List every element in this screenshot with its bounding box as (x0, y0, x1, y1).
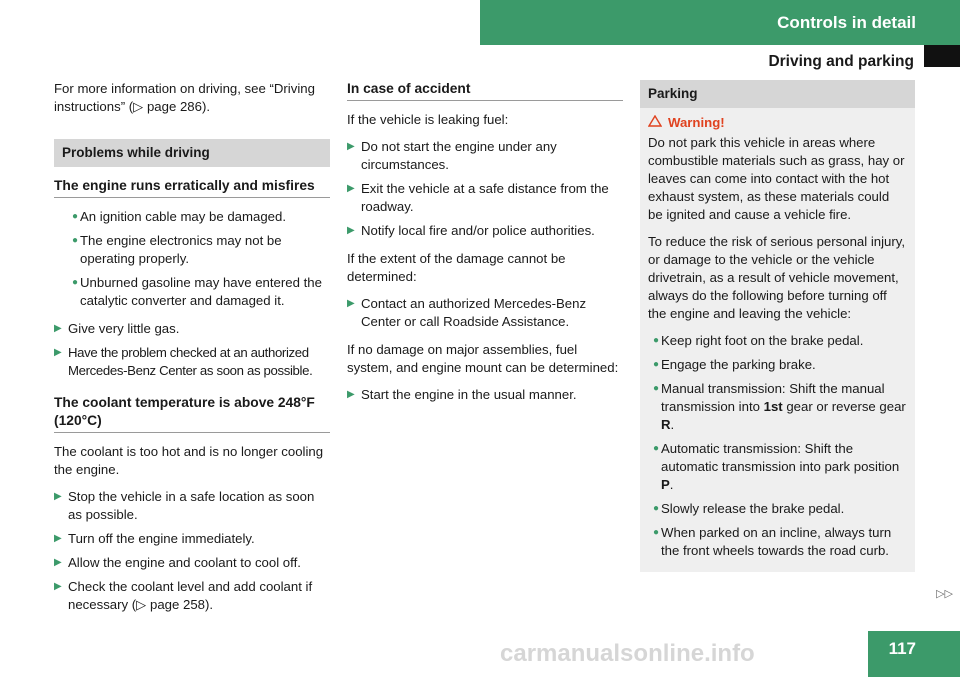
list-item: ▶ Stop the vehicle in a safe location as soon as possible. (54, 489, 315, 522)
column-middle (347, 80, 623, 414)
no-damage-paragraph: If no damage on major assemblies, fuel system, and engine mount can be determined: (347, 342, 619, 375)
step-arrow-icon: ▶ (347, 183, 355, 194)
next-page-arrow-icon: ▷▷ (936, 588, 953, 600)
parking-heading: Parking (640, 80, 915, 108)
parking-steps (648, 332, 907, 560)
warning-triangle-icon (648, 114, 668, 132)
list-item: ● Unburned gasoline may have entered the catalytic converter and damaged it. (72, 275, 322, 308)
step-arrow-icon: ▶ (347, 141, 355, 152)
bullet-icon: ● (653, 527, 660, 538)
subsection-title: Driving and parking (768, 53, 914, 70)
leaking-fuel-paragraph: If the vehicle is leaking fuel: (347, 112, 509, 127)
step-arrow-icon: ▶ (347, 389, 355, 400)
warning-title: Warning! (648, 114, 907, 132)
bullet-icon: ● (72, 235, 79, 246)
column-right (640, 80, 915, 572)
list-item: ▶ Contact an authorized Mercedes-Benz Center or call Roadside Assistance. (347, 296, 587, 329)
bullet-icon: ● (72, 277, 79, 288)
list-item: ● When parked on an incline, always turn the front wheels towards the road curb. (653, 525, 892, 558)
step-arrow-icon: ▶ (54, 347, 62, 358)
step-arrow-icon: ▶ (54, 323, 62, 334)
section-title: Controls in detail (777, 12, 916, 32)
damage-unknown-steps (347, 295, 623, 331)
bullet-icon: ● (653, 335, 660, 346)
intro-paragraph: For more information on driving, see “Driving instructions” (▷ page 286). (54, 81, 315, 114)
parking-panel (640, 108, 915, 572)
misfire-causes (54, 208, 330, 310)
list-item: ▶ Notify local fire and/or police authorities. (347, 223, 595, 238)
list-item: ● The engine electronics may not be operating properly. (72, 233, 282, 266)
parking-paragraph: To reduce the risk of serious personal injury, or damage to the vehicle or the vehicle drivetrain, as a result of vehicle movement, always do the following before turning off the engine and leaving the vehicle: (648, 234, 906, 321)
list-item: ▶ Give very little gas. (54, 321, 180, 336)
bullet-icon: ● (653, 443, 660, 454)
bullet-icon: ● (653, 359, 660, 370)
step-arrow-icon: ▶ (54, 491, 62, 502)
list-item: ▶ Check the coolant level and add coolant if necessary (▷ page 258). (54, 579, 313, 612)
list-item: ▶ Allow the engine and coolant to cool off. (54, 555, 301, 570)
list-item: ● Keep right foot on the brake pedal. (653, 333, 864, 348)
list-item: ● Automatic transmission: Shift the automatic transmission into park position P. (653, 441, 900, 492)
step-arrow-icon: ▶ (54, 581, 62, 592)
coolant-steps (54, 488, 330, 614)
list-item: ▶ Have the problem checked at an authorized Mercedes-Benz Center as soon as possible. (54, 345, 313, 378)
section-header (480, 0, 960, 45)
step-arrow-icon: ▶ (54, 533, 62, 544)
step-arrow-icon: ▶ (54, 557, 62, 568)
watermark: carmanualsonline.info (500, 640, 755, 667)
accident-heading: In case of accident (347, 80, 623, 101)
page-ref-arrow-icon: ▷ (133, 99, 144, 114)
bullet-icon: ● (653, 503, 660, 514)
column-left (54, 80, 330, 624)
list-item: ▶ Turn off the engine immediately. (54, 531, 255, 546)
misfire-subheading: The engine runs erratically and misfires (54, 177, 330, 198)
no-damage-steps (347, 386, 623, 404)
list-item: ▶ Exit the vehicle at a safe distance from the roadway. (347, 181, 609, 214)
list-item: ● An ignition cable may be damaged. (72, 209, 287, 224)
step-arrow-icon: ▶ (347, 225, 355, 236)
page-ref-arrow-icon: ▷ (136, 597, 147, 612)
bullet-icon: ● (72, 211, 79, 222)
list-item: ● Engage the parking brake. (653, 357, 816, 372)
list-item: ● Slowly release the brake pedal. (653, 501, 845, 516)
list-item: ● Manual transmission: Shift the manual transmission into 1st gear or reverse gear R. (653, 381, 906, 432)
damage-unknown-paragraph: If the extent of the damage cannot be determined: (347, 251, 566, 284)
warning-text: Do not park this vehicle in areas where combustible materials such as grass, hay or leaves can come into contact with the hot exhaust system, as these materials could be ignited and cause a vehicle fire. (648, 135, 905, 222)
step-arrow-icon: ▶ (347, 298, 355, 309)
bullet-icon: ● (653, 383, 660, 394)
corner-marker (924, 45, 960, 67)
coolant-subheading: The coolant temperature is above 248°F (120°C) (54, 394, 330, 433)
leaking-fuel-steps (347, 138, 623, 240)
page-number: 117 (868, 631, 960, 677)
problems-heading: Problems while driving (54, 139, 330, 167)
misfire-steps (54, 320, 330, 380)
list-item: ▶ Start the engine in the usual manner. (347, 387, 577, 402)
coolant-paragraph: The coolant is too hot and is no longer cooling the engine. (54, 444, 324, 477)
list-item: ▶ Do not start the engine under any circumstances. (347, 139, 557, 172)
